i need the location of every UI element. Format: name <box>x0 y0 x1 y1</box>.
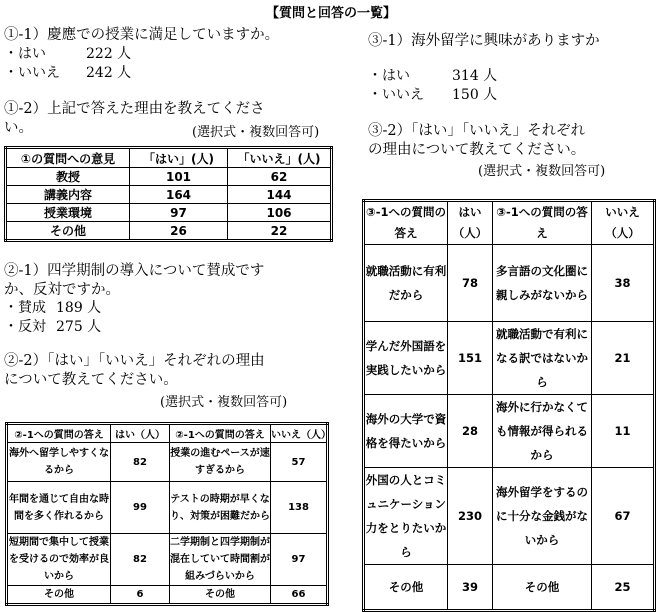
table-cell: 230 <box>448 468 493 565</box>
table-row <box>364 395 655 468</box>
table-cell: その他 <box>493 565 592 611</box>
q1-1-answer-yes <box>4 45 131 63</box>
table-header: ③-1への質問の答え <box>493 201 592 245</box>
table-cell: 66 <box>271 586 328 605</box>
table-row <box>7 482 328 534</box>
table-row <box>364 468 655 565</box>
q3-1-answer-no <box>368 86 497 104</box>
q1-1-answer-no <box>4 64 131 82</box>
table-row <box>364 245 655 322</box>
table-cell: 28 <box>448 395 493 468</box>
answer-label: ・はい <box>368 68 410 84</box>
q1-2-note: (選択式・複数回答可) <box>192 125 320 140</box>
table-cell: 78 <box>448 245 493 322</box>
table-header: ②-1への質問の答え <box>170 424 271 443</box>
table-cell: 授業環境 <box>6 204 130 222</box>
table-cell: 就職活動で有利になる訳ではないから <box>493 322 592 395</box>
q3-2-question: ③-2）「はい」「いいえ」それぞれ <box>368 123 586 139</box>
answer-value: 150 人 <box>452 87 498 103</box>
table-row <box>6 168 332 186</box>
table-header: 「いいえ」(人) <box>228 148 332 168</box>
table-header: ①の質問への意見 <box>6 148 130 168</box>
table-row <box>364 565 655 611</box>
table-cell: その他 <box>170 586 271 605</box>
table-cell: 144 <box>228 186 332 204</box>
q2-1-question-cont: か、反対ですか。 <box>4 282 120 298</box>
table-q1 <box>4 146 333 242</box>
table-cell: 164 <box>130 186 228 204</box>
q3-2-note: (選択式・複数回答可) <box>478 164 606 179</box>
table-cell: 82 <box>111 443 170 482</box>
table-cell: 57 <box>271 443 328 482</box>
answer-label: ・反対 <box>4 319 46 335</box>
table-cell: 39 <box>448 565 493 611</box>
table-q2 <box>5 422 329 606</box>
table-header: 「はい」(人) <box>130 148 228 168</box>
table-cell: 26 <box>130 222 228 241</box>
table-cell: 外国の人とコミュニケーション力をとりたいから <box>364 468 448 565</box>
table-header: はい（人） <box>111 424 170 443</box>
q1-2-question: ①-2）上記で答えた理由を教えてくださ <box>4 101 265 117</box>
table-header: いいえ（人） <box>592 201 655 245</box>
table-cell: その他 <box>7 586 111 605</box>
table-row <box>6 204 332 222</box>
q2-1-question: ②-1）四学期制の導入について賛成です <box>4 263 265 279</box>
table-cell: 106 <box>228 204 332 222</box>
q1-2-question-cont: い。 <box>4 120 33 136</box>
table-cell: 海外の大学で資格を得たいから <box>364 395 448 468</box>
table-row <box>7 443 328 482</box>
answer-label: ・いいえ <box>4 65 60 81</box>
answer-label: ・賛成 <box>4 300 46 316</box>
table-header: ③-1への質問の答え <box>364 201 448 245</box>
table-cell: 6 <box>111 586 170 605</box>
answer-value: 222 人 <box>86 46 132 62</box>
table-cell: 101 <box>130 168 228 186</box>
table-cell: 就職活動に有利だから <box>364 245 448 322</box>
q3-1-question: ③-1）海外留学に興味がありますか <box>368 33 600 49</box>
q2-1-answer-disagree <box>4 318 101 336</box>
table-header-row <box>7 424 328 443</box>
table-header-row <box>364 201 655 245</box>
table-header-row <box>6 148 332 168</box>
table-header: はい（人） <box>448 201 493 245</box>
table-cell: 短期間で集中して授業を受けるので効率が良いから <box>7 534 111 586</box>
table-cell: 38 <box>592 245 655 322</box>
table-cell: 151 <box>448 322 493 395</box>
table-cell: 138 <box>271 482 328 534</box>
answer-value: 275 人 <box>56 319 102 335</box>
table-cell: 11 <box>592 395 655 468</box>
answer-value: 242 人 <box>86 65 132 81</box>
table-cell: 22 <box>228 222 332 241</box>
q3-1-answer-yes <box>368 67 497 85</box>
q2-1-answer-agree <box>4 299 101 317</box>
q2-2-question: ②-2）「はい」「いいえ」それぞれの理由 <box>4 353 265 369</box>
table-cell: 多言語の文化圏に親しみがないから <box>493 245 592 322</box>
table-header: いいえ（人） <box>271 424 328 443</box>
table-row <box>7 586 328 605</box>
q1-1-question: ①-1）慶應での授業に満足していますか。 <box>4 27 280 43</box>
table-cell: 97 <box>130 204 228 222</box>
table-cell: 教授 <box>6 168 130 186</box>
table-cell: 97 <box>271 534 328 586</box>
q2-2-question-cont: について教えてください。 <box>4 372 178 388</box>
table-cell: 82 <box>111 534 170 586</box>
table-cell: 二学期制と四学期制が混在していて時間割が組みづらいから <box>170 534 271 586</box>
answer-label: ・いいえ <box>368 87 424 103</box>
table-row <box>7 534 328 586</box>
table-cell: 62 <box>228 168 332 186</box>
table-cell: 25 <box>592 565 655 611</box>
table-cell: 海外に行かなくても情報が得られるから <box>493 395 592 468</box>
table-cell: その他 <box>364 565 448 611</box>
table-cell: 海外へ留学しやすくなるから <box>7 443 111 482</box>
table-cell: 年間を通じて自由な時間を多く作れるから <box>7 482 111 534</box>
table-cell: 67 <box>592 468 655 565</box>
table-row <box>6 186 332 204</box>
table-row <box>6 222 332 241</box>
table-cell: 学んだ外国語を実践したいから <box>364 322 448 395</box>
answer-value: 189 人 <box>56 300 102 316</box>
q2-2-note: (選択式・複数回答可) <box>160 395 288 410</box>
table-cell: その他 <box>6 222 130 241</box>
page-title: 【質問と回答の一覧】 <box>265 6 396 21</box>
table-header: ②-1への質問の答え <box>7 424 111 443</box>
table-row <box>364 322 655 395</box>
answer-value: 314 人 <box>452 68 498 84</box>
answer-label: ・はい <box>4 46 46 62</box>
q3-2-question-cont: の理由について教えてください。 <box>368 142 586 158</box>
table-cell: 99 <box>111 482 170 534</box>
table-cell: 授業の進むペースが速すぎるから <box>170 443 271 482</box>
table-cell: 海外留学をするのに十分な金銭がないから <box>493 468 592 565</box>
table-q3 <box>362 199 656 612</box>
table-cell: 21 <box>592 322 655 395</box>
table-cell: テストの時期が早くなり、対策が困難だから <box>170 482 271 534</box>
table-cell: 講義内容 <box>6 186 130 204</box>
